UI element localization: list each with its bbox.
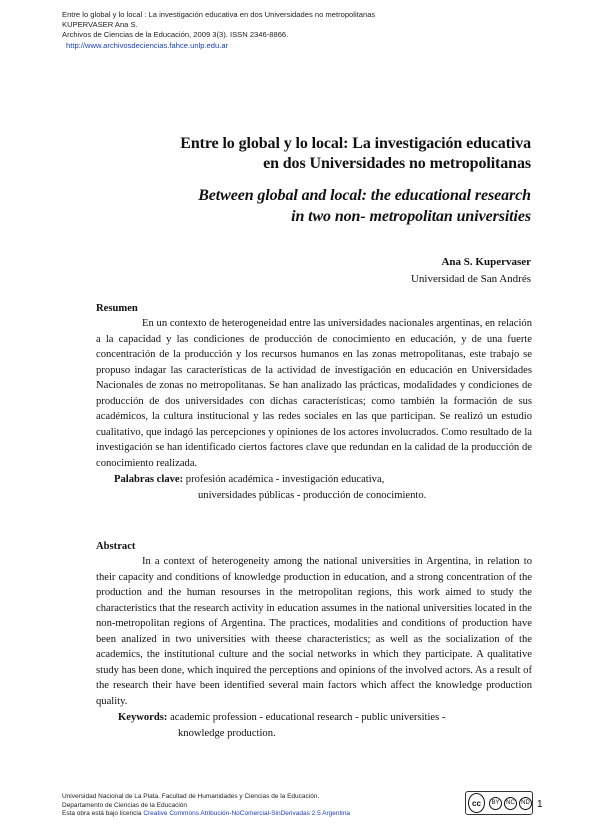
title-es-line2: en dos Universidades no metropolitanas <box>263 155 531 172</box>
nc-icon: NC <box>504 797 517 810</box>
abstract-body: In a context of heterogeneity among the national universities in Argentina, in relation to their capacity and conditions of knowledge production in education, and a strong concentration of the production and the human resourses in the metropolitan regions, this work aimed to study the characteristics that the research activity in education assumes in the national universities located in the non-metropolitan regions of Argentina. The practices, modalities and conditions of production have been analized in two universities with theese characteristics; as well as the socialization of the academics, the institutional culture and the social networks in which they participate. A qualitative study has been done, which inquired the perceptions and opinions of the involved actors. As a result of the research their have been identified several main factors which affect the knowledge production quality. <box>96 556 532 707</box>
title-spanish <box>180 134 531 174</box>
footer-license-prefix: Esta obra está bajo licencia <box>62 810 144 818</box>
article-title <box>180 134 531 227</box>
keywords-line2: knowledge production. <box>178 727 276 739</box>
page-number: 1 <box>537 799 543 810</box>
abstract-heading: Abstract <box>96 541 136 552</box>
footer-license <box>62 810 350 819</box>
header-url-link[interactable]: http://www.archivosdeciencias.fahce.unlp.edu.ar <box>66 40 229 50</box>
resumen-section <box>96 301 532 503</box>
by-icon: BY <box>489 797 502 810</box>
footer-department: Departamento de Ciencias de la Educación <box>62 801 188 809</box>
abstract-section <box>96 539 532 741</box>
title-en-line1: Between global and local: the educational research <box>198 187 531 204</box>
header-journal: Archivos de Ciencias de la Educación, 2009 3(3). ISSN 2346-8866. <box>62 30 289 40</box>
title-english <box>180 185 531 227</box>
resumen-body: En un contexto de heterogeneidad entre las universidades nacionales argentinas, en relación a la capacidad y las condiciones de producción de conocimiento en educación, y de una fuerte concentración de la producción y los recursos humanos en las zonas metropolitanas, este trabajo se propuso indagar las características de la actividad de investigación en educación en Universidades Nacionales de zonas no metropolitanas. Se han analizado las prácticas, modalidades y condiciones de producción de dos universidades con dichas características; como también la formación de sus académicos, la cultura institucional y las redes sociales en las que participan. Se realizó un estudio cualitativo, que indagó las percepciones y opiniones de los actores involucrados. Como resultado de la investigación se han identificado ciertos factores clave que redundan en la calidad de la producción de conocimiento realizada. <box>96 318 532 469</box>
footer-university: Universidad Nacional de La Plata. Facultad de Humanidades y Ciencias de la Educación. <box>62 793 320 800</box>
nd-icon: ND <box>519 797 532 810</box>
keywords-line1: academic profession - educational research - public universities - <box>167 712 446 723</box>
palabras-clave <box>96 472 532 503</box>
cc-license-badge[interactable] <box>465 791 533 815</box>
header-author: KUPERVASER Ana S. <box>62 20 138 30</box>
title-es-line1: Entre lo global y lo local: La investigación educativa <box>180 135 531 152</box>
cc-logo-icon: cc <box>468 793 485 813</box>
running-header <box>62 10 375 51</box>
page-footer <box>62 793 350 819</box>
palabras-clave-label: Palabras clave: <box>114 474 184 485</box>
license-link[interactable]: Creative Commons Atribución-NoComercial-SinDerivadas 2.5 Argentina <box>143 810 350 818</box>
palabras-clave-line1: profesión académica - investigación educativa, <box>183 474 385 485</box>
keywords <box>96 710 532 741</box>
keywords-label: Keywords: <box>118 712 168 723</box>
author-affiliation: Universidad de San Andrés <box>410 273 531 285</box>
author-name: Ana S. Kupervaser <box>441 256 531 268</box>
title-en-line2: in two non- metropolitan universities <box>291 208 531 225</box>
header-title: Entre lo global y lo local : La investigación educativa en dos Universidades no metropolitanas <box>62 10 376 19</box>
author-block <box>411 254 531 288</box>
resumen-heading: Resumen <box>96 303 138 314</box>
palabras-clave-line2: universidades públicas - producción de conocimiento. <box>198 489 427 501</box>
